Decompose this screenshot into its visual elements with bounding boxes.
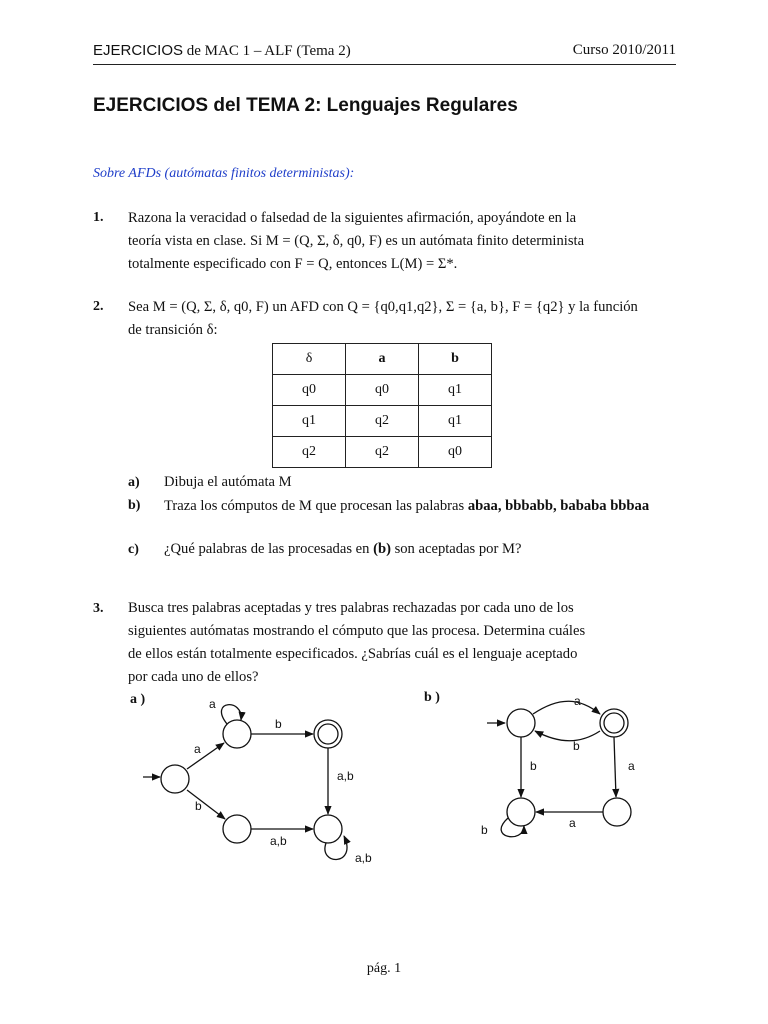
section-heading: Sobre AFDs (autómatas finitos deterministas):: [93, 166, 355, 181]
accepting-inner-ring: [318, 724, 338, 744]
edge-label: a,b: [270, 834, 287, 848]
table-cell: q0: [419, 437, 492, 468]
edge-label: a: [574, 694, 581, 708]
table-cell: q0: [346, 375, 419, 406]
exercise-1-line-3: totalmente especificado con F = Q, entonces L(M) = Σ*.: [128, 256, 458, 272]
item-b-words: abaa, bbbabb, bababa bbbaa: [467, 498, 650, 514]
table-cell: q2: [273, 437, 346, 468]
state-node: [161, 765, 189, 793]
automaton-a-label: a ): [130, 692, 146, 707]
table-cell: q1: [273, 406, 346, 437]
exercise-2-line-1: Sea M = (Q, Σ, δ, q0, F) un AFD con Q = {q0,q1,q2}, Σ = {a, b}, F = {q2} y la función: [128, 299, 638, 315]
transition-edge: [533, 701, 600, 714]
edge-label: b: [275, 717, 282, 731]
header-course: de MAC 1 – ALF (Tema 2): [183, 43, 351, 59]
state-node: [223, 720, 251, 748]
exercise-1-number: 1.: [93, 210, 104, 225]
exercise-1-line-1: Razona la veracidad o falsedad de la siguientes afirmación, apoyándote en la: [128, 210, 577, 226]
edge-label: a: [194, 742, 201, 756]
header-cell: b: [419, 344, 492, 375]
accepting-inner-ring: [604, 713, 624, 733]
exercise-3-line-2: siguientes autómatas mostrando el cómputo que las procesa. Determina cuáles: [128, 623, 586, 639]
header-cell: δ: [273, 344, 346, 375]
table-cell: q0: [273, 375, 346, 406]
exercise-3-line-1: Busca tres palabras aceptadas y tres palabras rechazadas por cada uno de los: [128, 600, 574, 616]
automaton-a: [143, 705, 347, 860]
state-node: [507, 798, 535, 826]
edge-label: a: [209, 697, 216, 711]
exercise-2-line-2: de transición δ:: [128, 322, 218, 338]
table-cell: q2: [346, 406, 419, 437]
automaton-b: [487, 701, 631, 836]
edge-label: b: [195, 799, 202, 813]
table-cell: q1: [419, 406, 492, 437]
exercise-3-line-4: por cada uno de ellos?: [128, 669, 259, 685]
state-node: [507, 709, 535, 737]
transition-edge: [614, 737, 616, 797]
header-cell: a: [346, 344, 419, 375]
edge-label: a,b: [337, 769, 354, 783]
item-b-label: b): [128, 498, 141, 513]
edge-label: a,b: [355, 851, 372, 865]
edge-label: b: [481, 823, 488, 837]
page-title: EJERCICIOS del TEMA 2: Lenguajes Regulares: [93, 95, 518, 116]
automaton-b-label: b ): [424, 690, 440, 705]
edge-label: a: [628, 759, 635, 773]
state-node: [223, 815, 251, 843]
header-prefix: EJERCICIOS: [93, 42, 184, 59]
transition-edge: [535, 731, 600, 741]
table-cell: q2: [346, 437, 419, 468]
item-a-text: Dibuja el autómata M: [164, 474, 292, 490]
page-header-right: Curso 2010/2011: [572, 42, 676, 58]
table-cell: q1: [419, 375, 492, 406]
item-c-post: son aceptadas por M?: [390, 541, 522, 557]
item-c-pre: ¿Qué palabras de las procesadas en: [164, 541, 374, 557]
exercise-1-line-2: teoría vista en clase. Si M = (Q, Σ, δ, q0, F) es un autómata finito determinista: [128, 233, 585, 249]
state-node: [314, 815, 342, 843]
self-loop-edge: [325, 836, 347, 859]
item-c-label: c): [128, 542, 139, 557]
exercise-3-line-3: de ellos están totalmente especificados. ¿Sabrías cuál es el lenguaje aceptado: [128, 646, 578, 662]
edge-label: b: [530, 759, 537, 773]
exercise-3-number: 3.: [93, 601, 104, 616]
page-number: pág. 1: [366, 961, 402, 976]
automaton-b-labels: [481, 694, 635, 837]
exercise-2-number: 2.: [93, 299, 104, 314]
transition-edge: [187, 743, 224, 769]
transition-edge: [187, 790, 225, 819]
item-b-prefix: Traza los cómputos de M que procesan las palabras: [164, 498, 468, 514]
self-loop-edge: [501, 818, 524, 837]
edge-label: b: [573, 739, 580, 753]
state-node: [603, 798, 631, 826]
item-c-ref: (b): [373, 541, 391, 557]
edge-label: a: [569, 816, 576, 830]
item-a-label: a): [128, 475, 140, 490]
